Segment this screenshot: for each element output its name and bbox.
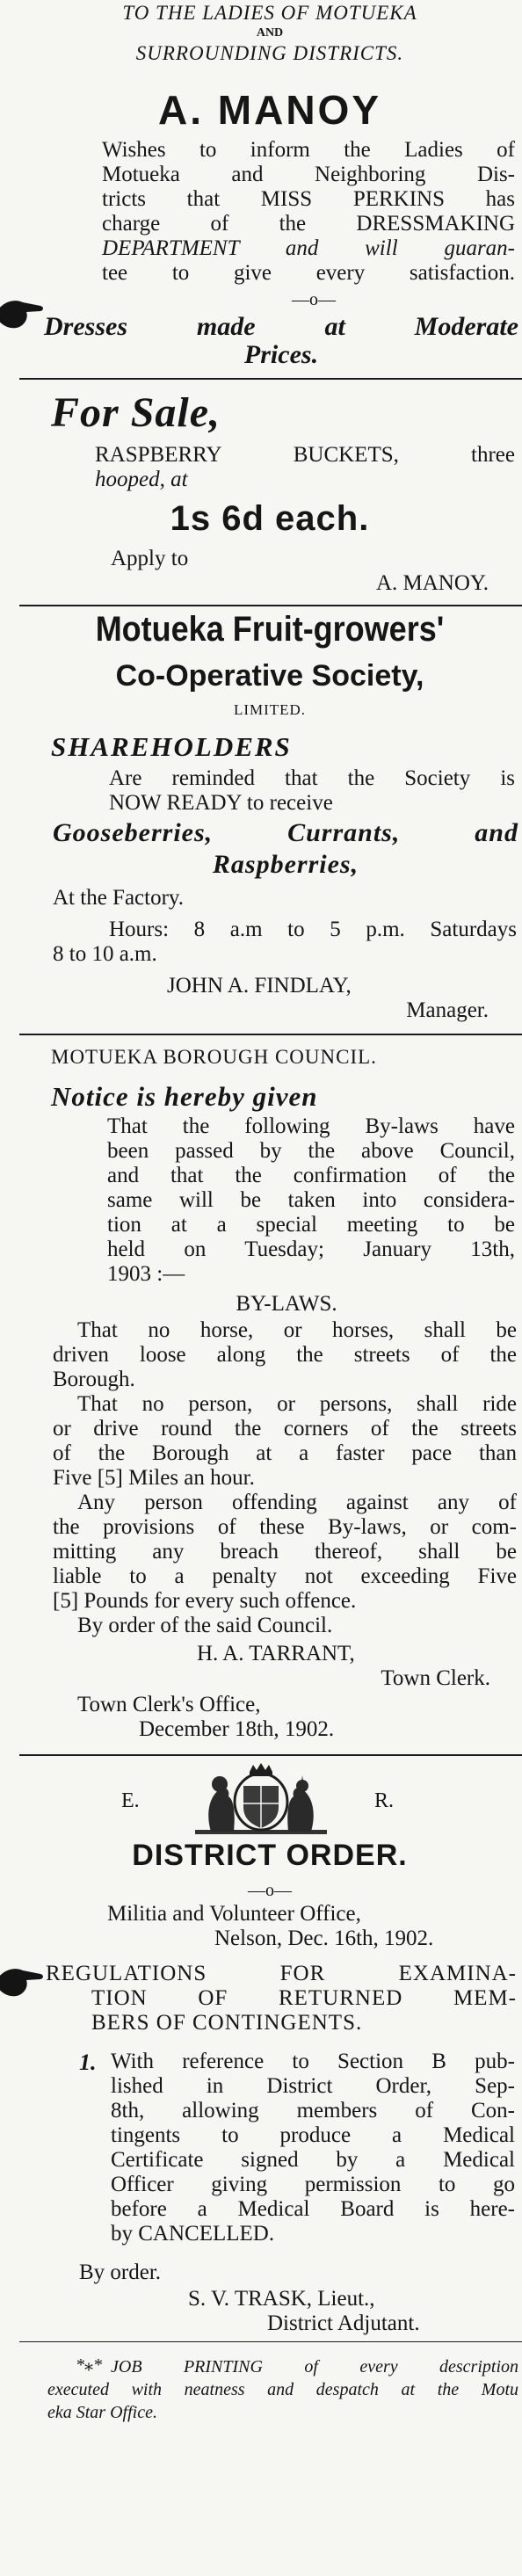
crest-right-letter: R.: [374, 1789, 395, 1812]
manoy-body: [102, 138, 515, 286]
bylaw-line-1: That no horse, or horses, shall be: [77, 1318, 517, 1342]
district-office: Militia and Volunteer Office,: [107, 1902, 361, 1926]
district-separator: —o—: [248, 1881, 292, 1900]
crest-left-letter: E.: [121, 1789, 140, 1812]
borough-intro-line-4: same will be taken into considera-: [107, 1188, 515, 1212]
fruitgrowers-body: [109, 766, 515, 816]
bylaw-line-13: By order of the said Council.: [77, 1614, 333, 1637]
column-rule-1: [19, 378, 522, 380]
column-rule-3: [19, 1034, 522, 1035]
manoy-body-line-5: DEPARTMENT and will guaran-: [102, 236, 515, 260]
fruitgrowers-signatory: JOHN A. FINDLAY,: [167, 974, 352, 998]
column-rule-2: [19, 605, 522, 606]
district-signatory: S. V. TRASK, Lieut.,: [188, 2287, 375, 2311]
borough-heading: MOTUEKA BOROUGH COUNCIL.: [51, 1046, 377, 1068]
fruitgrowers-limited: LIMITED.: [233, 701, 307, 718]
borough-intro-line-5: tion at a special meeting to be: [107, 1213, 515, 1237]
bylaw-line-6: of the Borough at a faster pace than: [53, 1441, 517, 1465]
fruitgrowers-signatory-title: Manager.: [406, 998, 489, 1022]
for-sale-item-line-1: [95, 443, 515, 468]
borough-signatory-title: Town Clerk.: [381, 1666, 490, 1690]
for-sale-heading: For Sale,: [51, 389, 221, 436]
fruitgrowers-fruits-line-1: Gooseberries, Currants, and: [53, 818, 518, 847]
manoy-tagline: [44, 313, 518, 369]
fruitgrowers-name-line-2: Co-Operative Society,: [115, 659, 424, 693]
manoy-body-line-4: charge of the DRESSMAKING: [102, 212, 515, 236]
district-item-line-8: by CANCELLED.: [111, 2222, 275, 2246]
manoy-tagline-line-1: Dresses made at Moderate: [44, 312, 518, 341]
district-item-line-6: Officer giving permission to go: [111, 2173, 515, 2196]
bylaw-line-10: mitting any breach thereof, shall be: [53, 1540, 517, 1564]
for-sale-item-line-2: hooped, at: [95, 468, 188, 491]
bylaw-line-3: Borough.: [53, 1368, 135, 1391]
for-sale-item: [95, 443, 515, 492]
borough-intro-line-6: held on Tuesday; January 13th,: [107, 1237, 515, 1261]
borough-office: Town Clerk's Office,: [77, 1693, 261, 1716]
manoy-address-line-2: AND: [256, 26, 284, 40]
district-place-date: Nelson, Dec. 16th, 1902.: [214, 1927, 434, 1950]
manoy-separator: —o—: [292, 290, 336, 309]
district-by-order: By order.: [79, 2260, 162, 2284]
bylaw-line-11: liable to a penalty not exceeding Five: [53, 1564, 517, 1588]
district-title-line-1: REGULATIONS FOR EXAMINA-: [46, 1962, 517, 1985]
manoy-body-line-2: Motueka and Neighboring Dis-: [102, 163, 515, 186]
borough-notice: Notice is hereby given: [51, 1081, 318, 1112]
for-sale-price: 1s 6d each.: [170, 499, 370, 538]
bylaw-line-4: That no person, or persons, shall ride: [77, 1392, 517, 1416]
district-title-line-2: TION OF RETURNED MEM-: [91, 1986, 517, 2010]
district-item-line-3: 8th, allowing members of Con-: [111, 2099, 515, 2122]
shareholders-heading: SHAREHOLDERS: [51, 731, 292, 762]
bylaws-body: [53, 1318, 517, 1638]
borough-intro-line-7: 1903 :—: [107, 1262, 185, 1286]
district-item-line-5: Certificate signed by a Medical: [111, 2148, 515, 2172]
fruitgrowers-fruits-line-2: Raspberries,: [212, 850, 359, 879]
fruitgrowers-hours-line-2: 8 to 10 a.m.: [53, 942, 157, 966]
borough-date: December 18th, 1902.: [139, 1717, 335, 1741]
borough-intro: [107, 1114, 515, 1287]
district-item-line-2: lished in District Order, Sep-: [111, 2074, 515, 2098]
bylaw-line-2: driven loose along the streets of the: [53, 1343, 517, 1367]
bylaw-line-7: Five [5] Miles an hour.: [53, 1466, 255, 1490]
job-printing-text: [47, 2355, 518, 2424]
manoy-name: A. MANOY: [158, 87, 381, 133]
district-order-heading: DISTRICT ORDER.: [132, 1839, 408, 1872]
fruitgrowers-hours: [53, 918, 517, 967]
job-printing-line-3: eka Star Office.: [47, 2403, 157, 2422]
district-item: [111, 2050, 515, 2246]
borough-intro-line-3: and that the confirmation of the: [107, 1164, 515, 1187]
district-signatory-title: District Adjutant.: [267, 2311, 420, 2335]
borough-signatory: H. A. TARRANT,: [197, 1642, 355, 1665]
district-item-number: 1.: [79, 2050, 97, 2075]
bylaw-line-5: or drive round the corners of the streets: [53, 1417, 517, 1440]
fruitgrowers-hours-line-1: Hours: 8 a.m to 5 p.m. Saturdays: [109, 918, 517, 941]
district-title-line-3: BERS OF CONTINGENTS.: [91, 2011, 363, 2035]
for-sale-item-text: RASPBERRY BUCKETS, three: [95, 443, 515, 467]
borough-intro-line-1: That the following By-laws have: [107, 1114, 515, 1138]
bylaw-line-12: [5] Pounds for every such offence.: [53, 1589, 357, 1613]
bylaw-line-9: the provisions of these By-laws, or com-: [53, 1515, 517, 1539]
bylaw-line-8: Any person offending against any of: [77, 1491, 517, 1514]
pointing-hand-icon: [0, 294, 44, 332]
for-sale-apply: Apply to: [111, 547, 189, 570]
job-printing-stars: *⁎*: [76, 2355, 102, 2375]
district-item-line-4: tingents to produce a Medical: [111, 2123, 515, 2147]
borough-intro-line-2: been passed by the above Council,: [107, 1139, 515, 1163]
for-sale-signature: A. MANOY.: [375, 571, 489, 595]
manoy-address-line-3: SURROUNDING DISTRICTS.: [135, 42, 404, 64]
district-title: [46, 1962, 517, 2035]
column-rule-5: [19, 2341, 522, 2342]
fruitgrowers-fruits: [53, 817, 518, 881]
district-item-line-7: before a Medical Board is here-: [111, 2197, 515, 2221]
manoy-tagline-line-2: Prices.: [243, 340, 319, 369]
fruitgrowers-name: Motueka Fruit-growers': [95, 610, 445, 649]
manoy-body-line-6: tee to give every satisfaction.: [102, 261, 515, 285]
job-printing-line-2: executed with neatness and despatch at the Motu: [47, 2380, 518, 2399]
bylaws-heading: BY-LAWS.: [236, 1292, 337, 1316]
fruitgrowers-location: At the Factory.: [53, 886, 185, 910]
fruitgrowers-body-line-1: Are reminded that the Society is: [109, 766, 515, 790]
manoy-address-line-1: TO THE LADIES OF MOTUEKA: [122, 2, 417, 24]
fruitgrowers-body-line-2: NOW READY to receive: [109, 791, 333, 815]
manoy-body-line-1: Wishes to inform the Ladies of: [102, 138, 515, 162]
job-printing-line-1: JOB PRINTING of every description: [111, 2357, 518, 2376]
manoy-body-line-3: tricts that MISS PERKINS has: [102, 187, 515, 211]
royal-coat-of-arms-icon: [195, 1761, 327, 1837]
district-item-line-1: With reference to Section B pub-: [111, 2050, 515, 2073]
pointing-hand-icon-2: [0, 1962, 44, 2000]
column-rule-4: [19, 1754, 522, 1756]
